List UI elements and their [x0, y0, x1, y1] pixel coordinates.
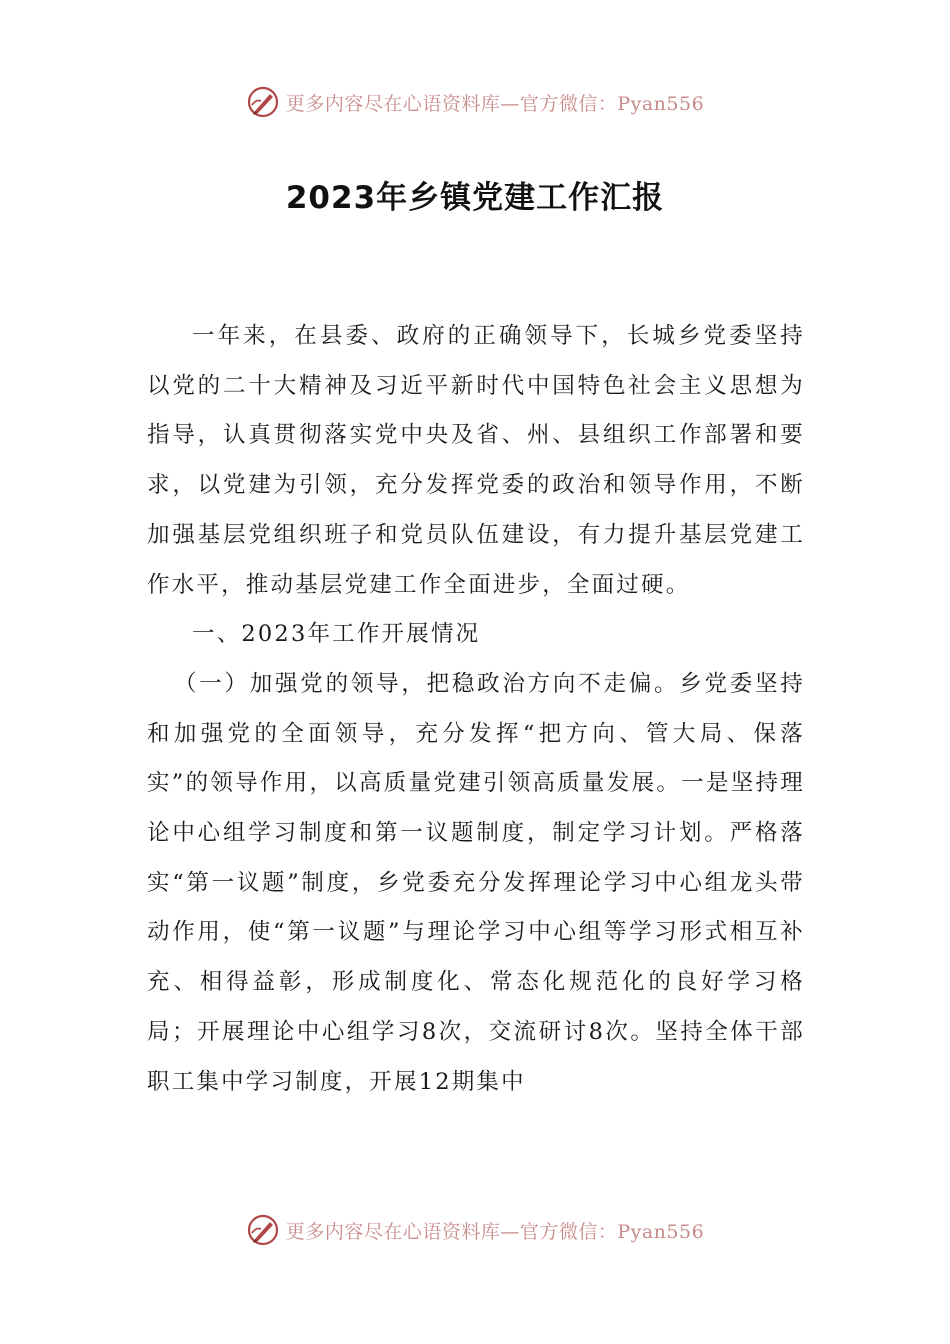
- section-heading: 一、2023年工作开展情况: [192, 621, 481, 648]
- document-body: [147, 312, 805, 1107]
- watermark-banner-top: [0, 80, 950, 124]
- watermark-banner-bottom: [0, 1208, 950, 1252]
- watermark-text: 更多内容尽在心语资料库—官方微信：Pyan556: [285, 1220, 705, 1243]
- pen-seal-icon: [246, 1213, 280, 1247]
- subsection-paragraph: （一）加强党的领导，把稳政治方向不走偏。乡党委坚持和加强党的全面领导，充分发挥“把方向、管大局、保落实”的领导作用，以高质量党建引领高质量发展。一是坚持理论中心组学习制度和第一议题制度，制定学习计划。严格落实“第一议题”制度，乡党委充分发挥理论学习中心组龙头带动作用，使“第一议题”与理论学习中心组等学习形式相互补充、相得益彰，形成制度化、常态化规范化的良好学习格局；开展理论中心组学习8次，交流研讨8次。坚持全体干部职工集中学习制度，开展12期集中: [147, 670, 805, 1095]
- pen-seal-icon: [246, 85, 280, 119]
- document-title: 2023年乡镇党建工作汇报: [285, 180, 665, 216]
- intro-paragraph: 一年来，在县委、政府的正确领导下，长城乡党委坚持以党的二十大精神及习近平新时代中国特色社会主义思想为指导，认真贯彻落实党中央及省、州、县组织工作部署和要求，以党建为引领，充分发挥党委的政治和领导作用，不断加强基层党组织班子和党员队伍建设，有力提升基层党建工作水平，推动基层党建工作全面进步，全面过硬。: [147, 323, 805, 598]
- watermark-text: 更多内容尽在心语资料库—官方微信：Pyan556: [285, 92, 705, 115]
